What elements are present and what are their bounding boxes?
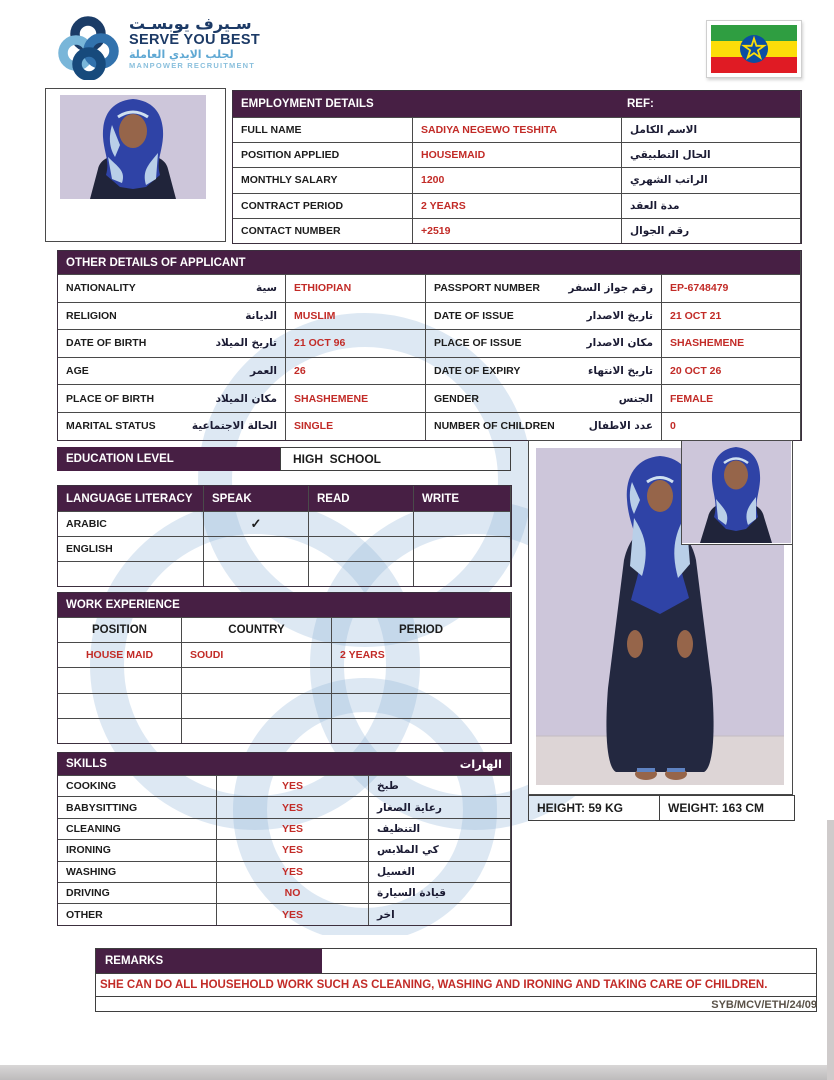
skill-value: YES	[217, 839, 369, 860]
checkmark-icon: ✓	[204, 511, 309, 536]
field-label: PLACE OF ISSUE	[434, 337, 522, 350]
applicant-headshot-frame	[45, 88, 226, 242]
document-code: SYB/MCV/ETH/24/09	[711, 999, 817, 1011]
logo-text	[129, 16, 260, 80]
language-name: ENGLISH	[58, 536, 204, 561]
column-header: READ	[309, 486, 414, 511]
ethiopia-flag-icon	[711, 25, 797, 73]
field-value: SINGLE	[286, 412, 426, 440]
field-value: 21 OCT 21	[662, 302, 801, 330]
remarks-header: REMARKS	[96, 949, 322, 973]
column-header: PERIOD	[332, 617, 511, 642]
field-value: 2 YEARS	[413, 193, 622, 218]
skill-name: IRONING	[58, 839, 217, 860]
skill-name: OTHER	[58, 903, 217, 924]
field-value: ETHIOPIAN	[286, 274, 426, 302]
work-period: 2 YEARS	[332, 642, 511, 667]
skill-name: CLEANING	[58, 818, 217, 839]
field-label-pair	[426, 384, 662, 412]
field-label-arabic: الراتب الشهري	[622, 167, 801, 192]
skills-title: SKILLS	[66, 758, 107, 770]
language-name	[58, 561, 204, 586]
field-label: CONTRACT PERIOD	[233, 193, 413, 218]
skills-header	[58, 753, 511, 775]
logo-title: SERVE YOU BEST	[129, 31, 260, 48]
field-label-pair	[426, 357, 662, 385]
field-label-arabic: الاسم الكامل	[622, 117, 801, 142]
skill-arabic: قيادة السيارة	[369, 882, 511, 903]
skills-table	[57, 752, 512, 926]
applicant-headshot-small-photo	[682, 441, 791, 543]
field-label: POSITION APPLIED	[233, 142, 413, 167]
education-level-header: EDUCATION LEVEL	[57, 447, 280, 471]
field-label: PLACE OF BIRTH	[66, 392, 155, 405]
field-value: EP-6748479	[662, 274, 801, 302]
skill-value: YES	[217, 818, 369, 839]
field-label-pair	[426, 329, 662, 357]
field-value: MUSLIM	[286, 302, 426, 330]
field-label: MARITAL STATUS	[66, 420, 156, 433]
field-label: AGE	[66, 365, 89, 378]
skill-name: DRIVING	[58, 882, 217, 903]
field-label-arabic: الديانة	[245, 309, 277, 322]
work-country	[182, 693, 332, 718]
field-label-arabic: سية	[256, 282, 277, 295]
work-position	[58, 693, 182, 718]
agency-logo	[58, 16, 260, 80]
field-value: 20 OCT 26	[662, 357, 801, 385]
column-header: LANGUAGE LITERACY	[58, 486, 204, 511]
education-level-value: HIGH SCHOOL	[280, 447, 511, 471]
skill-value: NO	[217, 882, 369, 903]
field-label: CONTACT NUMBER	[233, 218, 413, 243]
height-weight-bar	[528, 795, 795, 821]
employment-details-table	[232, 90, 802, 244]
field-label-arabic: عدد الاطفال	[588, 420, 653, 433]
field-label-pair	[58, 357, 286, 385]
field-value: 21 OCT 96	[286, 329, 426, 357]
field-label: DATE OF BIRTH	[66, 337, 147, 350]
skill-name: COOKING	[58, 775, 217, 796]
field-label-arabic: الحالة الاجتماعية	[191, 420, 277, 433]
skill-name: BABYSITTING	[58, 796, 217, 817]
work-period	[332, 667, 511, 692]
skill-value: YES	[217, 861, 369, 882]
logo-knot-icon	[58, 16, 122, 80]
language-literacy-table	[57, 485, 512, 587]
language-read	[309, 561, 414, 586]
skill-value: YES	[217, 903, 369, 924]
skill-arabic: طبخ	[369, 775, 511, 796]
height-value: HEIGHT: 59 KG	[529, 796, 660, 820]
field-label-arabic: مكان الميلاد	[215, 392, 277, 405]
skill-name: WASHING	[58, 861, 217, 882]
field-value: SADIYA NEGEWO TESHITA	[413, 117, 622, 142]
work-country	[182, 667, 332, 692]
field-label-pair	[58, 412, 286, 440]
field-value: 0	[662, 412, 801, 440]
skill-value: YES	[217, 796, 369, 817]
field-value: SHASHEMENE	[286, 384, 426, 412]
field-label-arabic: تاريخ الميلاد	[215, 337, 277, 350]
work-period	[332, 693, 511, 718]
page-edge-shadow-bottom	[0, 1065, 834, 1080]
column-header: WRITE	[414, 486, 511, 511]
field-label-arabic: رقم الجوال	[622, 218, 801, 243]
field-label-pair	[426, 412, 662, 440]
field-value: +2519	[413, 218, 622, 243]
skills-title-arabic: الهارات	[459, 757, 502, 771]
field-label: DATE OF ISSUE	[434, 309, 514, 322]
skill-arabic: اخر	[369, 903, 511, 924]
remarks-header-row	[96, 949, 816, 974]
logo-subtitle: MANPOWER RECRUITMENT	[129, 61, 256, 71]
language-speak	[204, 561, 309, 586]
field-label: NATIONALITY	[66, 282, 136, 295]
field-value: 1200	[413, 167, 622, 192]
field-value: FEMALE	[662, 384, 801, 412]
field-label-pair	[426, 274, 662, 302]
field-label-arabic: تاريخ الانتهاء	[588, 365, 653, 378]
language-read	[309, 536, 414, 561]
weight-value: WEIGHT: 163 CM	[668, 801, 765, 815]
logo-arabic-subtitle: لجلب الايدي العاملة	[129, 47, 234, 61]
work-experience-table	[57, 592, 512, 744]
field-label: DATE OF EXPIRY	[434, 365, 521, 378]
field-label-arabic: مدة العقد	[622, 193, 801, 218]
employment-details-title: EMPLOYMENT DETAILS	[241, 98, 374, 110]
field-label: NUMBER OF CHILDREN	[434, 420, 555, 433]
field-label-arabic: العمر	[249, 365, 277, 378]
employment-details-header	[233, 91, 801, 117]
field-label-arabic: مكان الاصدار	[586, 337, 653, 350]
work-country: SOUDI	[182, 642, 332, 667]
skill-value: YES	[217, 775, 369, 796]
field-value: HOUSEMAID	[413, 142, 622, 167]
other-details-header: OTHER DETAILS OF APPLICANT	[58, 251, 801, 274]
field-label-pair	[58, 384, 286, 412]
skill-arabic: الغسيل	[369, 861, 511, 882]
field-value: 26	[286, 357, 426, 385]
remarks-text: SHE CAN DO ALL HOUSEHOLD WORK SUCH AS CLEANING, WASHING AND IRONING AND TAKING CARE OF CHILDREN.	[96, 974, 816, 997]
work-position	[58, 667, 182, 692]
field-label-pair	[58, 274, 286, 302]
language-write	[414, 536, 511, 561]
field-label: PASSPORT NUMBER	[434, 282, 540, 295]
language-read	[309, 511, 414, 536]
field-label-pair	[426, 302, 662, 330]
field-label: GENDER	[434, 392, 479, 405]
language-name: ARABIC	[58, 511, 204, 536]
column-header: COUNTRY	[182, 617, 332, 642]
field-label-pair	[58, 302, 286, 330]
field-label: RELIGION	[66, 309, 117, 322]
field-label-arabic: الجنس	[618, 392, 653, 405]
applicant-headshot-small-frame	[681, 440, 793, 545]
language-speak	[204, 536, 309, 561]
ref-label: REF:	[627, 98, 654, 110]
field-label-arabic: رقم جواز السفر	[568, 282, 653, 295]
remarks-section	[95, 948, 817, 1012]
page-edge-shadow-right	[827, 820, 834, 1080]
column-header: POSITION	[58, 617, 182, 642]
field-label-arabic: الحال التطبيقي	[622, 142, 801, 167]
applicant-headshot-photo	[60, 95, 206, 199]
language-write	[414, 561, 511, 586]
ethiopia-flag	[706, 20, 802, 78]
field-label: FULL NAME	[233, 117, 413, 142]
work-country	[182, 718, 332, 743]
field-label: MONTHLY SALARY	[233, 167, 413, 192]
skill-arabic: التنظيف	[369, 818, 511, 839]
work-experience-header: WORK EXPERIENCE	[58, 593, 511, 617]
skill-arabic: كي الملابس	[369, 839, 511, 860]
field-value: SHASHEMENE	[662, 329, 801, 357]
field-label-arabic: تاريخ الاصدار	[586, 309, 653, 322]
work-position	[58, 718, 182, 743]
field-label-pair	[58, 329, 286, 357]
other-details-table	[57, 250, 802, 441]
work-period	[332, 718, 511, 743]
skill-arabic: رعاية الصغار	[369, 796, 511, 817]
logo-arabic-title: سـيرف يوبسـت	[129, 14, 252, 33]
work-position: HOUSE MAID	[58, 642, 182, 667]
column-header: SPEAK	[204, 486, 309, 511]
language-write	[414, 511, 511, 536]
